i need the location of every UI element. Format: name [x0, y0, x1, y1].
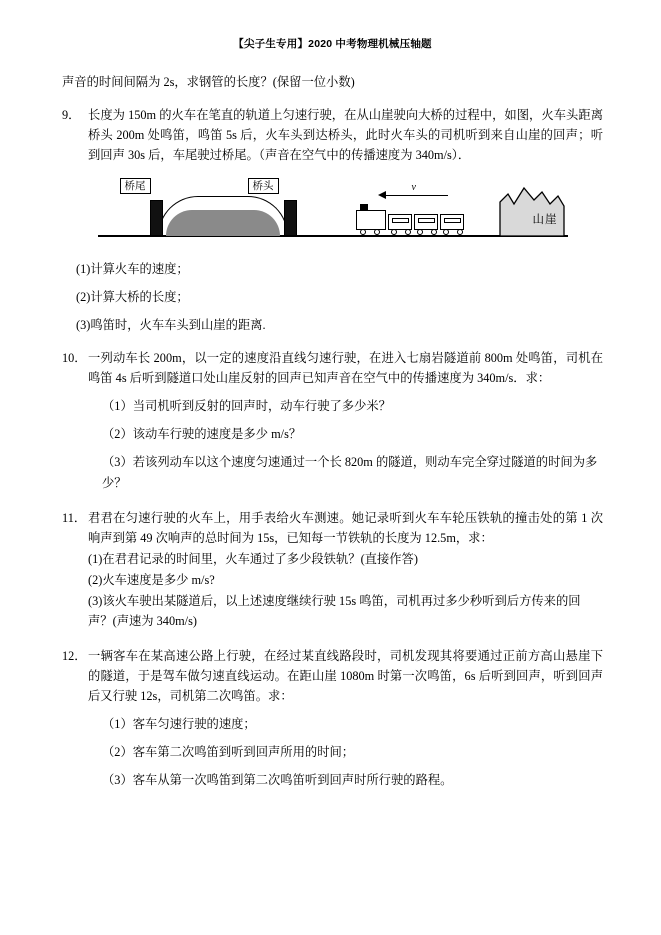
question-10-stem: 一列动车长 200m，以一定的速度沿直线匀速行驶，在进入七扇岩隧道前 800m 处鸣笛，司机在鸣笛 4s 后听到隧道口处山崖反射的回声已知声音在空气中的传播速度为 340m/s．求：: [88, 351, 603, 385]
train-car: [414, 214, 438, 230]
mountain-shape: [490, 184, 568, 236]
question-10-sub-2: （2）该动车行驶的速度是多少 m/s？: [102, 427, 302, 441]
question-12-sub-1: （1）客车匀速行驶的速度；: [102, 716, 256, 731]
question-12-number: 12．: [62, 648, 87, 663]
question-9: [62, 106, 603, 166]
mountain-label: 山崖: [532, 213, 558, 226]
question-10-sub-1: （1）当司机听到反射的回声时，动车行驶了多少米？: [102, 398, 391, 413]
figure-train-bridge-mountain: [62, 174, 603, 249]
question-9-sub-1: (1)计算火车的速度；: [76, 261, 189, 276]
velocity-label: v: [411, 181, 416, 193]
question-9-sub-2: (2)计算大桥的长度；: [76, 289, 189, 304]
wheel: [443, 229, 449, 235]
bridge-pier-right: [284, 200, 297, 236]
question-12-stem: 一辆客车在某高速公路上行驶，在经过某直线路段时，司机发现其将要通过正前方高山悬崖下的隧道，于是驾车做匀速直线运动。在距山崖 1080m 时第一次鸣笛，6s 后听到回声，听到回声后又行驶 12s，司机第二次鸣笛。求：: [88, 648, 603, 703]
question-10: [62, 349, 603, 494]
question-9-number: 9．: [62, 107, 81, 122]
wheel: [431, 229, 437, 235]
bridge-arch-fill: [166, 210, 280, 236]
top-paragraph: [62, 73, 603, 93]
question-11-number: 11．: [62, 511, 87, 526]
wheel: [457, 229, 463, 235]
question-10-number: 10．: [62, 351, 87, 366]
question-12-sub-3: （3）客车从第一次鸣笛到第二次鸣笛听到回声时所行驶的路程。: [102, 772, 453, 787]
document-header: 【尖子生专用】2020 中考物理机械压轴题: [233, 38, 432, 50]
velocity-arrow-icon: [378, 181, 448, 201]
wheel: [391, 229, 397, 235]
train-car: [440, 214, 464, 230]
question-9-sub-3: (3)鸣笛时，火车车头到山崖的距离.: [76, 317, 266, 332]
question-11: [62, 509, 603, 631]
bridge-head-label: 桥头: [248, 178, 279, 195]
bridge-tail-label: 桥尾: [120, 178, 151, 195]
question-11-sub-2: (2)火车速度是多少 m/s?: [88, 572, 215, 587]
locomotive: [356, 210, 386, 230]
wheel: [360, 229, 366, 235]
wheel: [417, 229, 423, 235]
train-car: [388, 214, 412, 230]
wheel: [374, 229, 380, 235]
question-12-sub-2: （2）客车第二次鸣笛到听到回声所用的时间；: [102, 744, 355, 759]
question-12: [62, 647, 603, 791]
question-11-stem: 君君在匀速行驶的火车上，用手表给火车测速。她记录听到火车车轮压铁轨的撞击处的第 1 次响声到第 49 次响声的总时间为 15s，已知每一节铁轨的长度为 12.5m，求：: [88, 511, 603, 546]
question-11-sub-1: (1)在君君记录的时间里，火车通过了多少段铁轨？(直接作答): [88, 552, 418, 567]
question-10-sub-3: （3）若该列动车以这个速度匀速通过一个长 820m 的隧道，则动车完全穿过隧道的时间为多少？: [102, 455, 598, 491]
question-9-stem: 长度为 150m 的火车在笔直的轨道上匀速行驶，在从山崖驶向大桥的过程中，如图，火车头距离桥头 200m 处鸣笛，鸣笛 5s 后，火车头到达桥头，此时火车头的司机听到来自山崖的回声；听到回声 30s 后，车尾驶过桥尾。（声音在空气中的传播速度为 340m/s）．: [88, 107, 603, 162]
question-11-sub-3: (3)该火车驶出某隧道后，以上述速度继续行驶 15s 鸣笛，司机再过多少秒听到后方传来的回声？(声速为 340m/s): [88, 593, 581, 629]
wheel: [405, 229, 411, 235]
bridge-pier-left: [150, 200, 163, 236]
top-paragraph-text: 声音的时间间隔为 2s，求钢管的长度？(保留一位小数): [62, 75, 355, 89]
